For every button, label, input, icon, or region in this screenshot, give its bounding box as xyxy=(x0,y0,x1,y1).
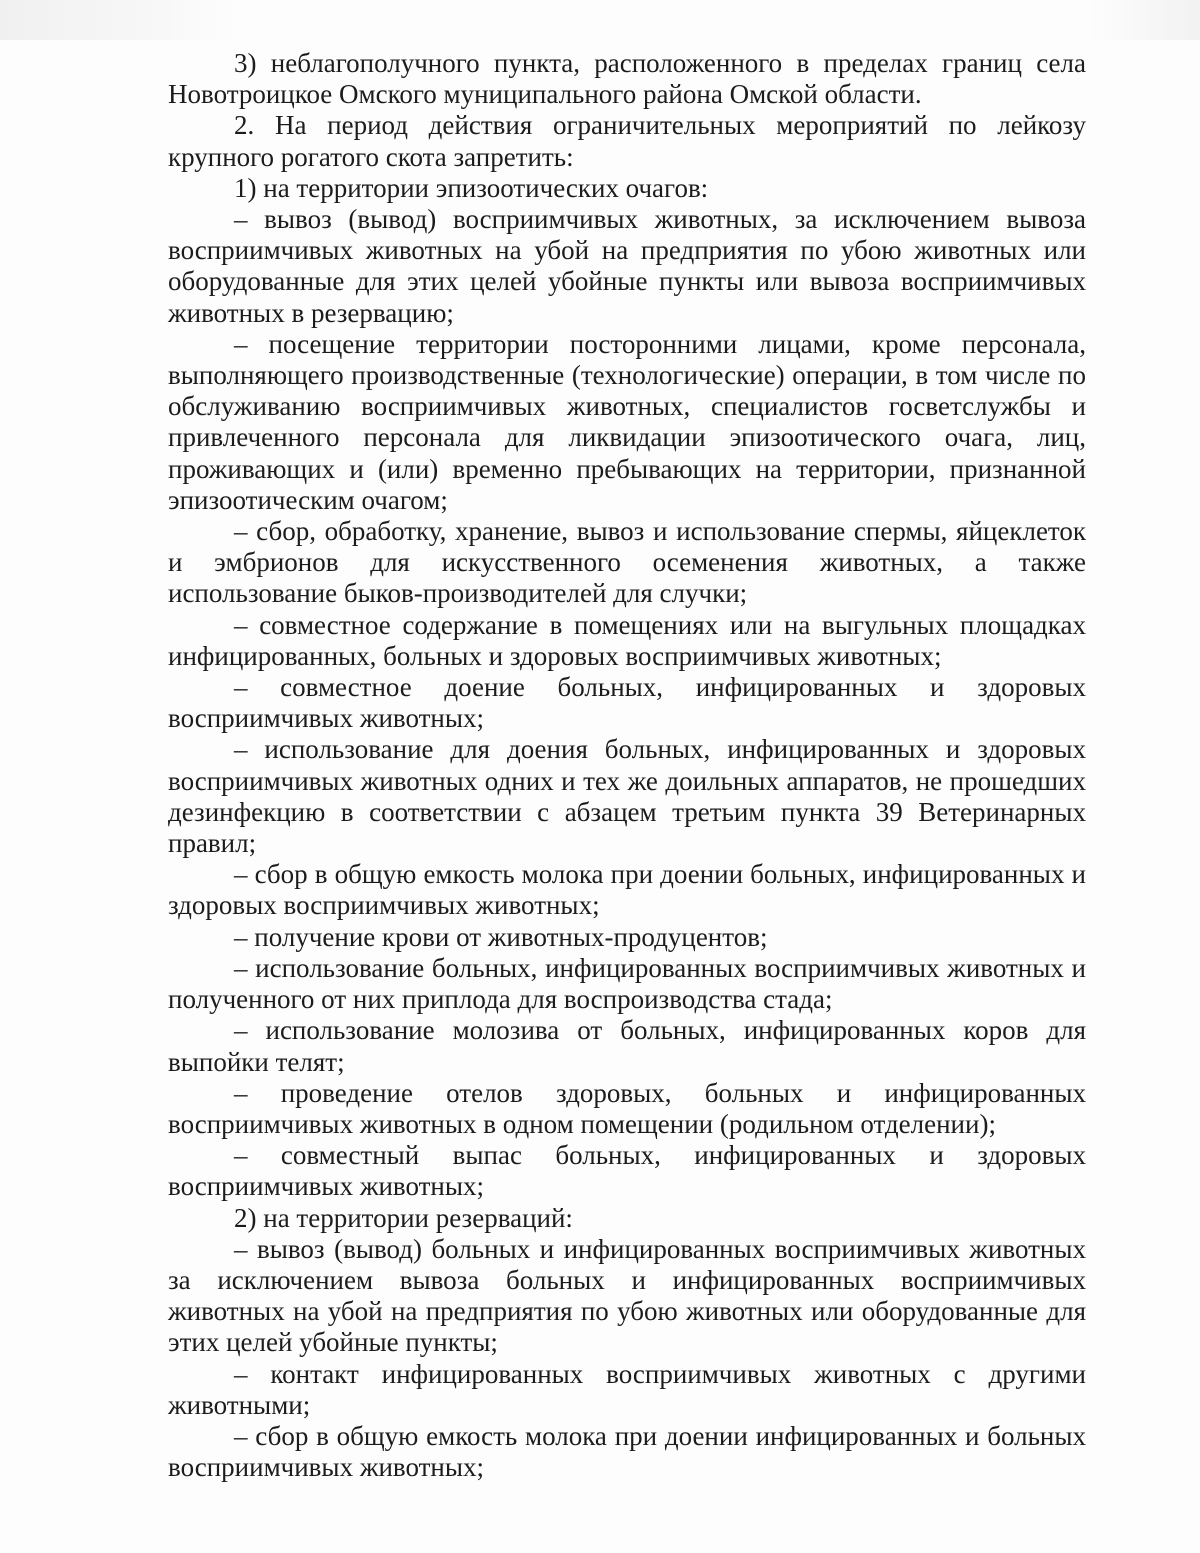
list-item: – совместное содержание в помещениях или на выгульных площадках инфицированных, больных и здоровых восприимчивых животных; xyxy=(168,609,1086,671)
list-item: – сбор в общую емкость молока при доении больных, инфицированных и здоровых восприимчивых животных; xyxy=(168,859,1086,921)
list-item: – совместный выпас больных, инфицированных и здоровых восприимчивых животных; xyxy=(168,1140,1086,1202)
paragraph-subitem-2: 2) на территории резерваций: xyxy=(234,1202,573,1233)
list-item: – использование для доения больных, инфицированных и здоровых восприимчивых животных одних и тех же доильных аппаратов, не прошедших дезинфекцию в соответствии с абзацем третьим пункта 39 Ветеринарных правил; xyxy=(168,734,1086,859)
list-item: – вывоз (вывод) восприимчивых животных, за исключением вывоза восприимчивых животных на убой на предприятия по убою животных или оборудованные для этих целей убойные пункты или вывоза восприимчивых животных в резервацию; xyxy=(168,204,1086,328)
scan-artifact-right xyxy=(1090,0,1200,40)
list-item: – получение крови от животных-продуцентов; xyxy=(234,921,768,952)
paragraph-item-2: 2. На период действия ограничительных мероприятий по лейкозу крупного рогатого скота запретить: xyxy=(168,110,1086,172)
document-body xyxy=(168,48,1086,1483)
list-item: – проведение отелов здоровых, больных и инфицированных восприимчивых животных в одном помещении (родильном отделении); xyxy=(168,1077,1086,1139)
list-item: – посещение территории посторонними лицами, кроме персонала, выполняющего производственные (технологические) операции, в том числе по обслуживанию восприимчивых животных, специалистов госветслужбы и привлеченного персонала для ликвидации эпизоотического очага, лиц, проживающих и (или) временно пребывающих на территории, признанной эпизоотическим очагом; xyxy=(168,328,1086,515)
list-item: – сбор в общую емкость молока при доении инфицированных и больных восприимчивых животных; xyxy=(168,1420,1086,1483)
paragraph-clause-3: 3) неблагополучного пункта, расположенного в пределах границ села Новотроицкое Омского муниципального района Омской области. xyxy=(168,48,1086,110)
list-item: – использование больных, инфицированных восприимчивых животных и полученного от них приплода для воспроизводства стада; xyxy=(168,952,1086,1015)
list-item: – совместное доение больных, инфицированных и здоровых восприимчивых животных; xyxy=(168,672,1086,734)
scan-artifact-left xyxy=(0,0,240,40)
list-item: – использование молозива от больных, инфицированных коров для выпойки телят; xyxy=(168,1015,1086,1077)
list-item: – контакт инфицированных восприимчивых животных с другими животными; xyxy=(168,1358,1086,1420)
list-item: – сбор, обработку, хранение, вывоз и использование спермы, яйцеклеток и эмбрионов для искусственного осеменения животных, а также использование быков-производителей для случки; xyxy=(168,516,1086,609)
list-item: – вывоз (вывод) больных и инфицированных восприимчивых животных за исключением вывоза больных и инфицированных восприимчивых животных на убой на предприятия по убою животных или оборудованные для этих целей убойные пункты; xyxy=(168,1233,1086,1358)
paragraph-subitem-1: 1) на территории эпизоотических очагов: xyxy=(234,172,709,203)
